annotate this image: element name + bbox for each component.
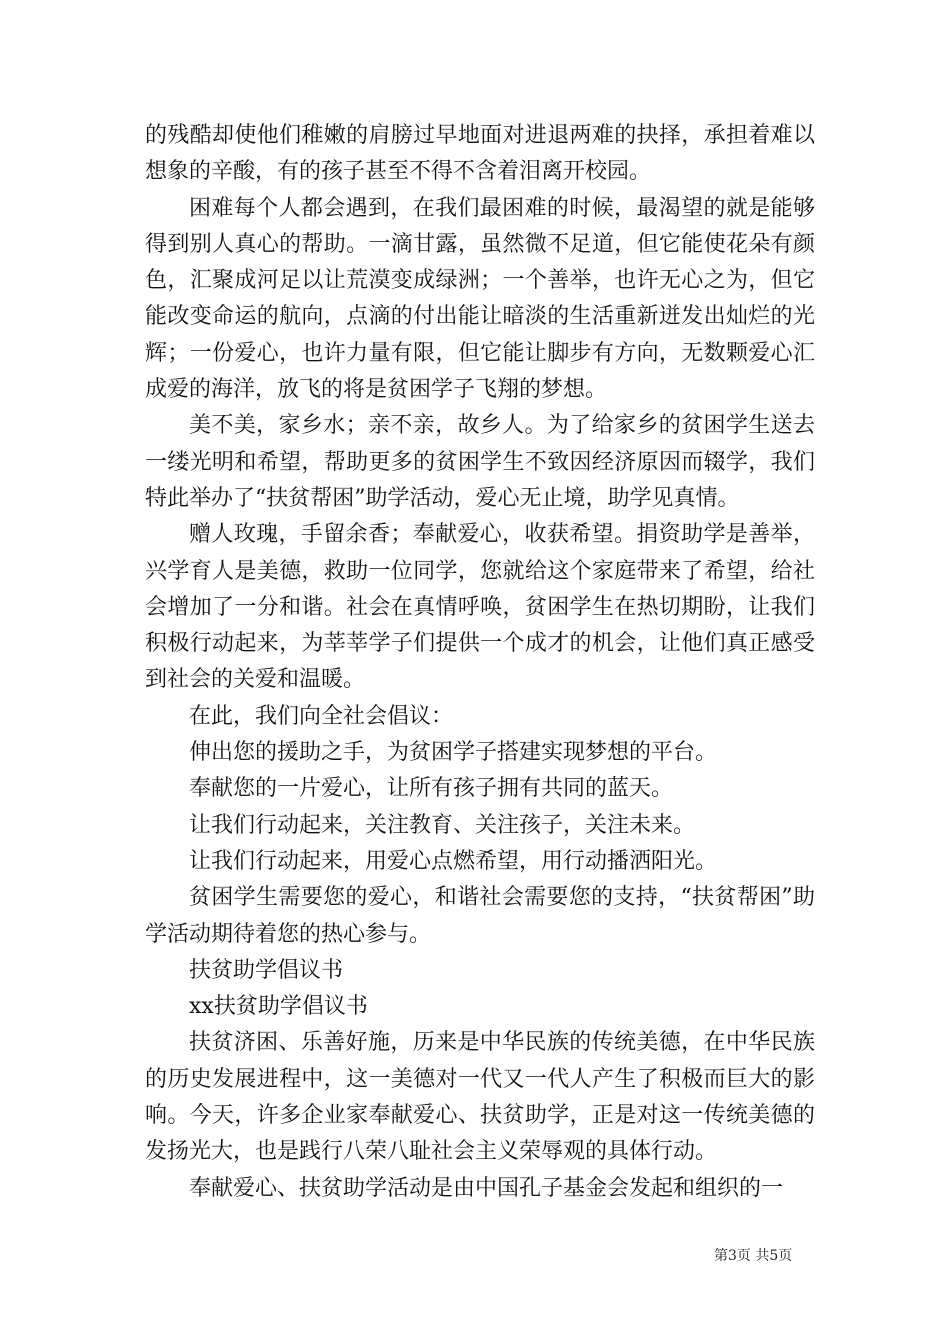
paragraph: 奉献爱心、扶贫助学活动是由中国孔子基金会发起和组织的一 [189, 1175, 784, 1201]
paragraph: 美不美，家乡水；亲不亲，故乡人。为了给家乡的贫困学生送去一缕光明和希望，帮助更多的贫困学生不致因经济原因而辍学，我们特此举办了“扶贫帮困”助学活动，爱心无止境，助学见真情。 [145, 413, 815, 511]
paragraph: 扶贫济困、乐善好施，历来是中华民族的传统美德，在中华民族的历史发展进程中，这一美德对一代又一代人产生了积极而巨大的影响。今天，许多企业家奉献爱心、扶贫助学，正是对这一传统美德的发扬光大，也是践行八荣八耻社会主义荣辱观的具体行动。 [145, 1030, 815, 1165]
paragraph: 赠人玫瑰，手留余香；奉献爱心，收获希望。捐资助学是善举，兴学育人是美德，救助一位同学，您就给这个家庭带来了希望，给社会增加了一分和谐。社会在真情呼唤，贫困学生在热切期盼，让我们积极行动起来，为莘莘学子们提供一个成才的机会，让他们真正感受到社会的关爱和温暖。 [145, 522, 815, 693]
paragraph: 伸出您的援助之手，为贫困学子搭建实现梦想的平台。 [189, 740, 718, 766]
paragraph: 在此，我们向全社会倡议： [189, 703, 454, 729]
paragraph: 扶贫助学倡议书 [189, 957, 344, 983]
paragraph: 的残酷却使他们稚嫩的肩膀过早地面对进退两难的抉择，承担着难以想象的辛酸，有的孩子甚至不得不含着泪离开校园。 [145, 123, 815, 185]
page-number-footer: 第3页 共5页 [714, 1248, 793, 1264]
paragraph: 奉献您的一片爱心，让所有孩子拥有共同的蓝天。 [189, 776, 674, 802]
paragraph: xx扶贫助学倡议书 [189, 994, 368, 1020]
paragraph: 困难每个人都会遇到，在我们最困难的时候，最渴望的就是能够得到别人真心的帮助。一滴甘露，虽然微不足道，但它能使花朵有颜色，汇聚成河足以让荒漠变成绿洲；一个善举，也许无心之为，但它能改变命运的航向，点滴的付出能让暗淡的生活重新迸发出灿烂的光辉；一份爱心，也许力量有限，但它能让脚步有方向，无数颗爱心汇成爱的海洋，放飞的将是贫困学子飞翔的梦想。 [145, 195, 815, 403]
paragraph: 贫困学生需要您的爱心，和谐社会需要您的支持，“扶贫帮困”助学活动期待着您的热心参与。 [145, 885, 815, 947]
paragraph: 让我们行动起来，关注教育、关注孩子，关注未来。 [189, 812, 696, 838]
document-body [145, 118, 815, 1207]
paragraph: 让我们行动起来，用爱心点燃希望，用行动播洒阳光。 [189, 848, 718, 874]
